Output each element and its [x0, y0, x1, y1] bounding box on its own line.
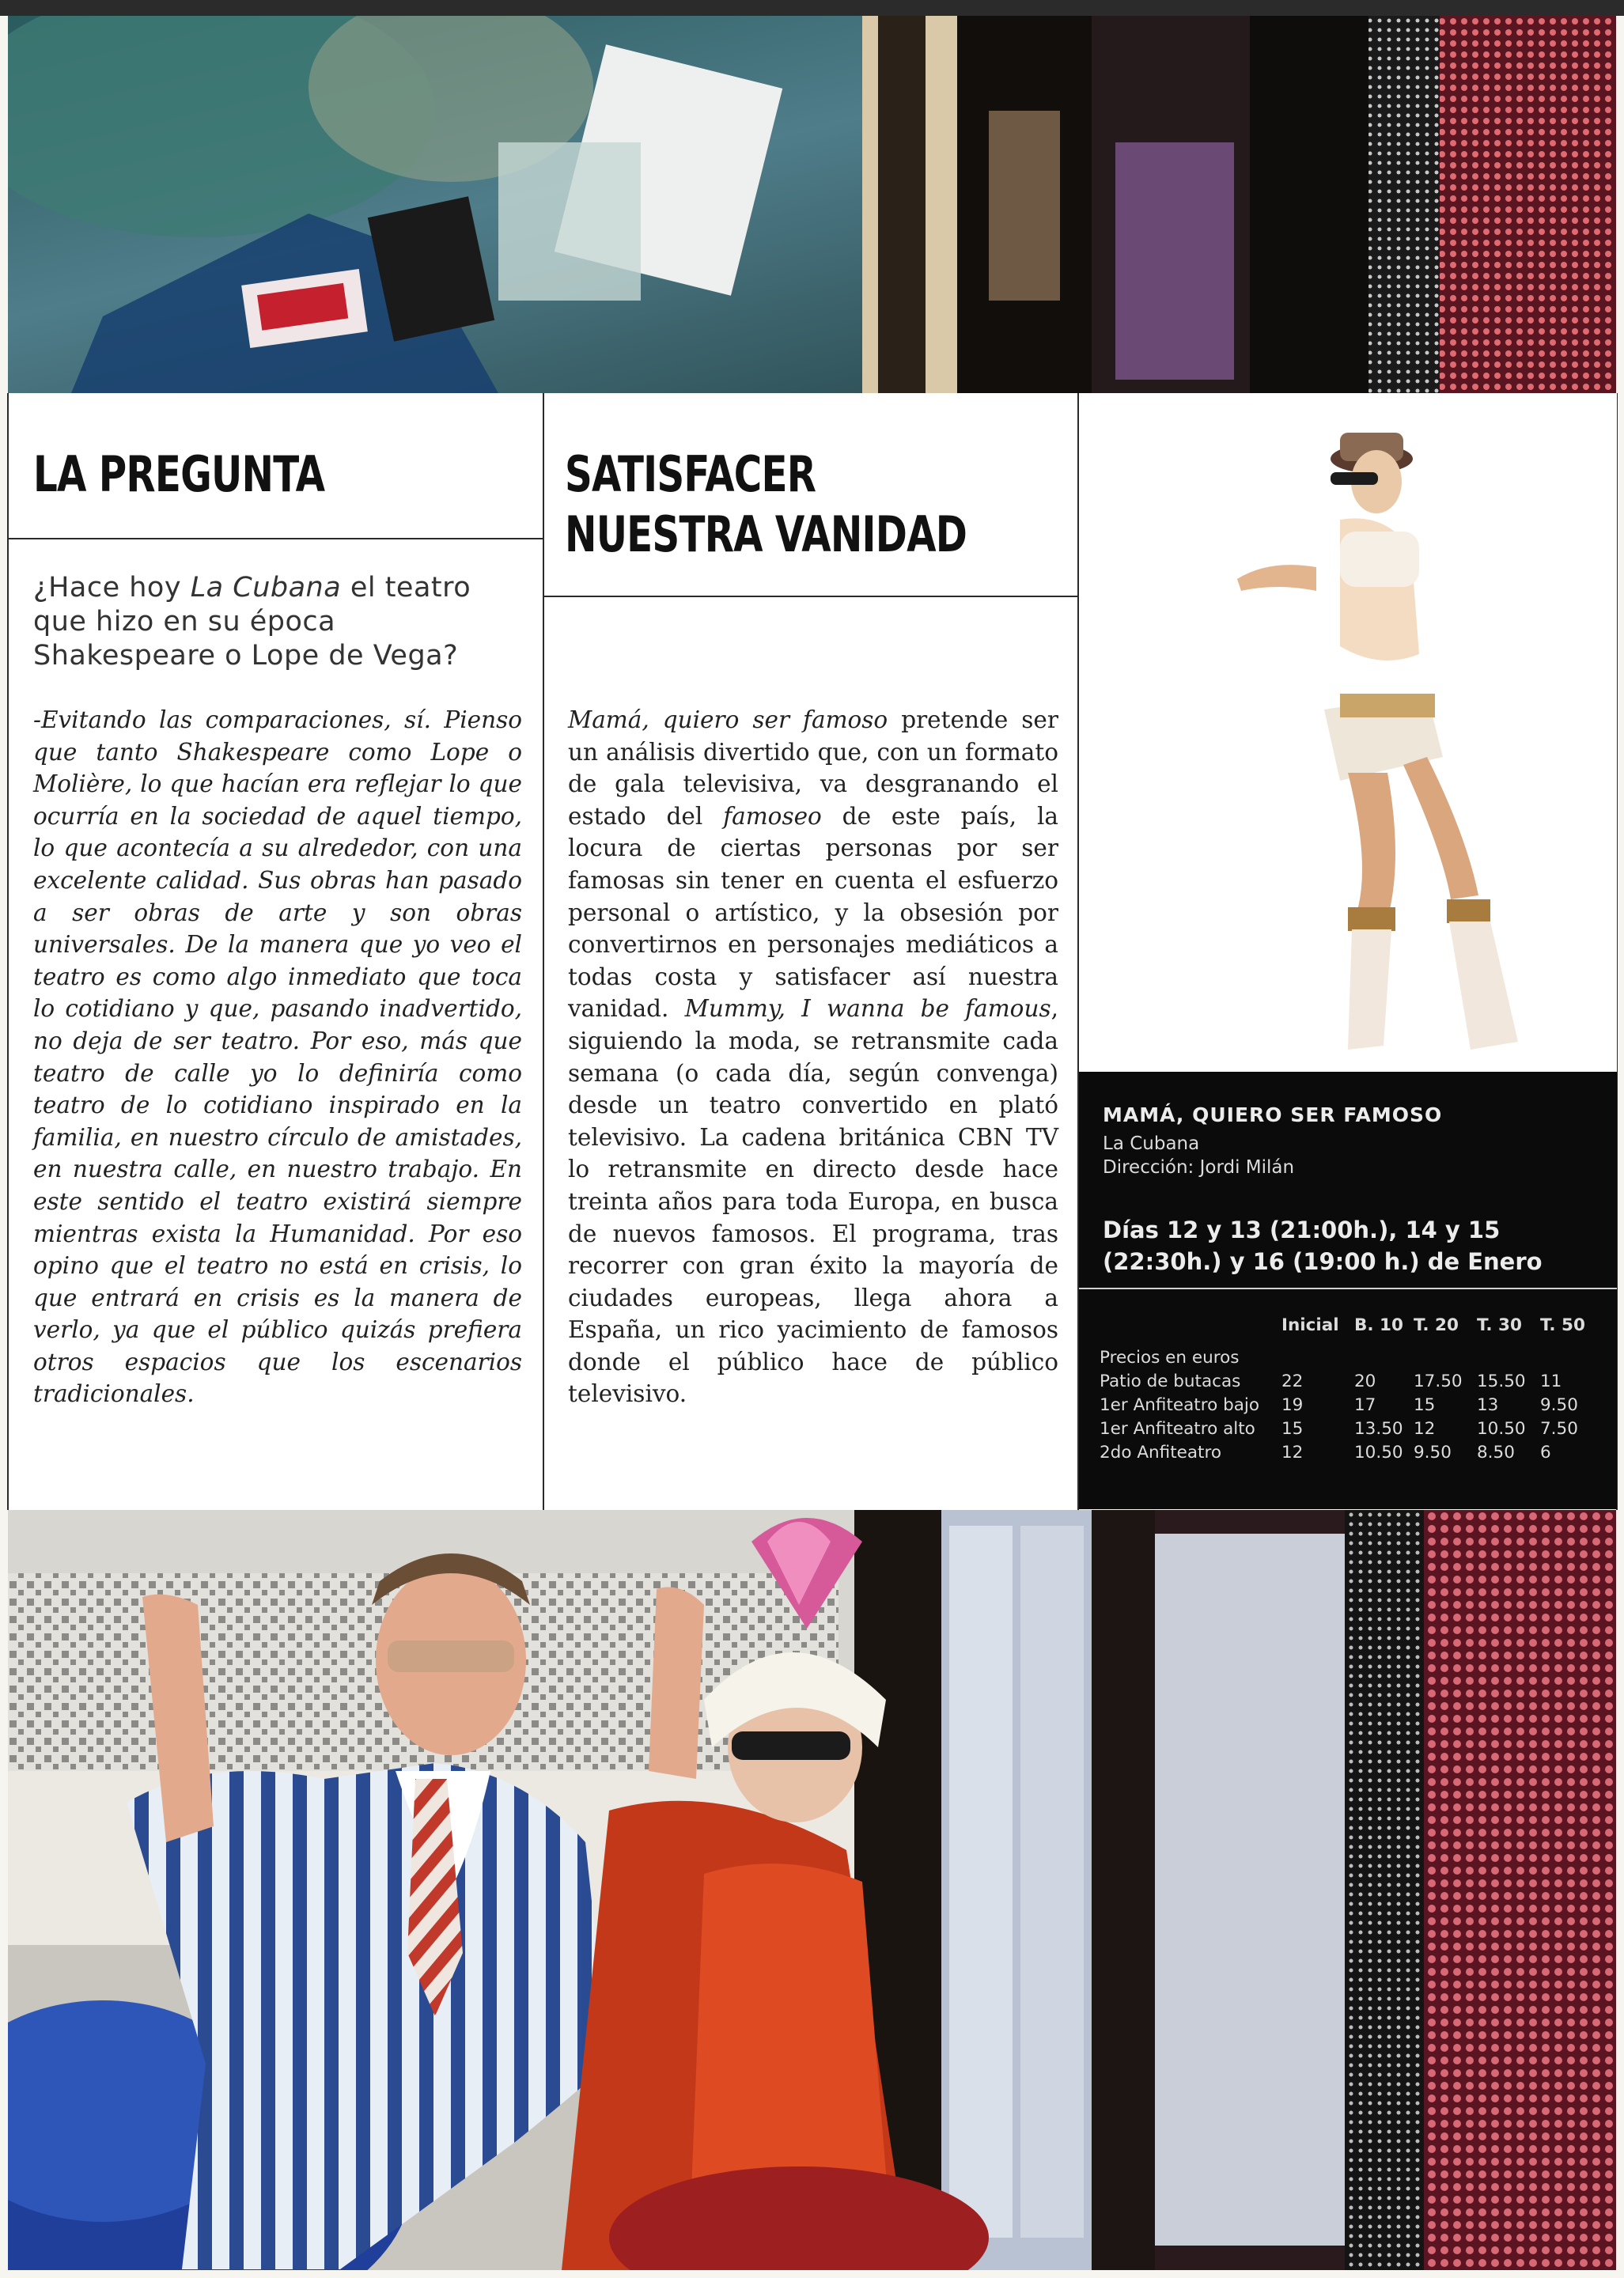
- price-cell: 12: [1414, 1418, 1436, 1439]
- seat-zone: 1er Anfiteatro bajo: [1100, 1394, 1260, 1415]
- price-cell: 6: [1540, 1442, 1551, 1463]
- price-cell: 15: [1281, 1418, 1304, 1439]
- question-text: ¿Hace hoy: [33, 572, 191, 604]
- company-name: La Cubana: [190, 572, 342, 604]
- price-caption-row: [1100, 1345, 1588, 1369]
- price-header: T. 30: [1477, 1315, 1522, 1335]
- performer-photo: [1079, 393, 1617, 1072]
- article-text: de este país, la locura de ciertas personas por ser famosas sin tener en cuenta el esfuerzo personal o artístico, y la obsesión por convertirnos en personajes mediáticos a todas costa y satisfacer así nuestra vanidad.: [568, 802, 1058, 1023]
- heading-rule: [8, 538, 543, 539]
- interview-question: [33, 571, 524, 673]
- top-stage-photo: [8, 16, 1616, 393]
- info-separator: [1079, 1288, 1617, 1289]
- price-cell: 19: [1281, 1394, 1304, 1415]
- price-header: [1100, 1309, 1281, 1345]
- price-cell: 7.50: [1540, 1418, 1578, 1439]
- question-text: el teatro que hizo en su época Shakespeare o Lope de Vega?: [33, 572, 471, 672]
- price-cell: 17: [1354, 1394, 1376, 1415]
- director: Dirección: Jordi Milán: [1103, 1157, 1295, 1178]
- price-row: [1100, 1440, 1588, 1464]
- price-cell: 20: [1354, 1371, 1376, 1391]
- price-cell: 22: [1281, 1371, 1304, 1391]
- company-name: La Cubana: [1103, 1133, 1200, 1154]
- seat-zone: 1er Anfiteatro alto: [1100, 1418, 1255, 1439]
- price-header-row: [1100, 1309, 1588, 1345]
- show-info-box: [1079, 1072, 1617, 1509]
- performance-dates: Días 12 y 13 (21:00h.), 14 y 15 (22:30h.) y 16 (19:00 h.) de Enero: [1103, 1217, 1543, 1275]
- price-cell: 13: [1477, 1394, 1499, 1415]
- price-table: [1100, 1309, 1588, 1464]
- price-cell: 17.50: [1414, 1371, 1463, 1391]
- price-header: B. 10: [1354, 1315, 1403, 1335]
- price-cell: 15.50: [1477, 1371, 1526, 1391]
- price-header: Inicial: [1281, 1315, 1339, 1335]
- price-cell: 10.50: [1354, 1442, 1403, 1463]
- heading-rule: [544, 596, 1078, 597]
- price-row: [1100, 1417, 1588, 1440]
- article-heading: [565, 445, 967, 565]
- price-row: [1100, 1393, 1588, 1417]
- article-text: , siguiendo la moda, se retransmite cada semana (o cada día, según convenga) desde un teatro convertido en plató televisivo. La cadena británica CBN TV lo retransmite en directo desde hace treinta años para toda Europa, en busca de nuevos famosos. El programa, tras recorrer con gran éxito la mayoría de ciudades europeas, llega ahora a España, un rico yacimiento de famosos donde el público hace de público televisivo.: [568, 995, 1058, 1408]
- section-heading: LA PREGUNTA: [33, 445, 325, 503]
- interview-answer: -Evitando las comparaciones, sí. Pienso que tanto Shakespeare como Lope o Molière, lo que hacían era reflejar lo que ocurría en la sociedad de aquel tiempo, lo que acontecía a su alrededor, con una excelente calidad. Sus obras han pasado a ser obras de arte y son obras universales. De la manera que yo veo el teatro es como algo inmediato que toca lo cotidiano y que, pasando inadvertido, no deja de ser teatro. Por eso, más que teatro de calle yo lo definiría como teatro de lo cotidiano inspirado en la familia, en nuestro círculo de amistades, en nuestra calle, en nuestro trabajo. En este sentido el teatro existirá siempre mientras exista la Humanidad. Por eso opino que el teatro no está en crisis, lo que entrará en crisis es la manera de verlo, ya que el público quizás prefiera otros espacios que los escenarios tradicionales.: [33, 706, 522, 1408]
- price-cell: 10.50: [1477, 1418, 1526, 1439]
- price-caption: Precios en euros: [1100, 1347, 1240, 1368]
- price-header: T. 50: [1540, 1315, 1585, 1335]
- page-edge: [7, 393, 9, 1510]
- price-cell: 15: [1414, 1394, 1436, 1415]
- column-divider: [543, 393, 544, 1510]
- italic-term: famoseo: [723, 802, 822, 830]
- price-cell: 8.50: [1477, 1442, 1515, 1463]
- price-cell: 9.50: [1414, 1442, 1452, 1463]
- price-cell: 13.50: [1354, 1418, 1403, 1439]
- price-row: [1100, 1369, 1588, 1393]
- price-cell: 11: [1540, 1371, 1562, 1391]
- article-body: [568, 704, 1058, 1410]
- article-heading-line: SATISFACER: [565, 445, 816, 503]
- seat-zone: 2do Anfiteatro: [1100, 1442, 1221, 1463]
- show-title: Mamá, quiero ser famoso: [568, 706, 888, 733]
- article-text: pretende ser un análisis divertido que, con un formato de gala televisiva, va desgranando el estado del: [568, 706, 1058, 830]
- seat-zone: Patio de butacas: [1100, 1371, 1241, 1391]
- bottom-stage-photo: [8, 1510, 1616, 2270]
- price-cell: 9.50: [1540, 1394, 1578, 1415]
- show-title: MAMÁ, QUIERO SER FAMOSO: [1103, 1103, 1443, 1126]
- article-heading-line: NUESTRA VANIDAD: [565, 505, 967, 563]
- top-border: [0, 0, 1624, 16]
- show-title-english: Mummy, I wanna be famous: [684, 995, 1051, 1023]
- price-header: T. 20: [1414, 1315, 1459, 1335]
- price-cell: 12: [1281, 1442, 1304, 1463]
